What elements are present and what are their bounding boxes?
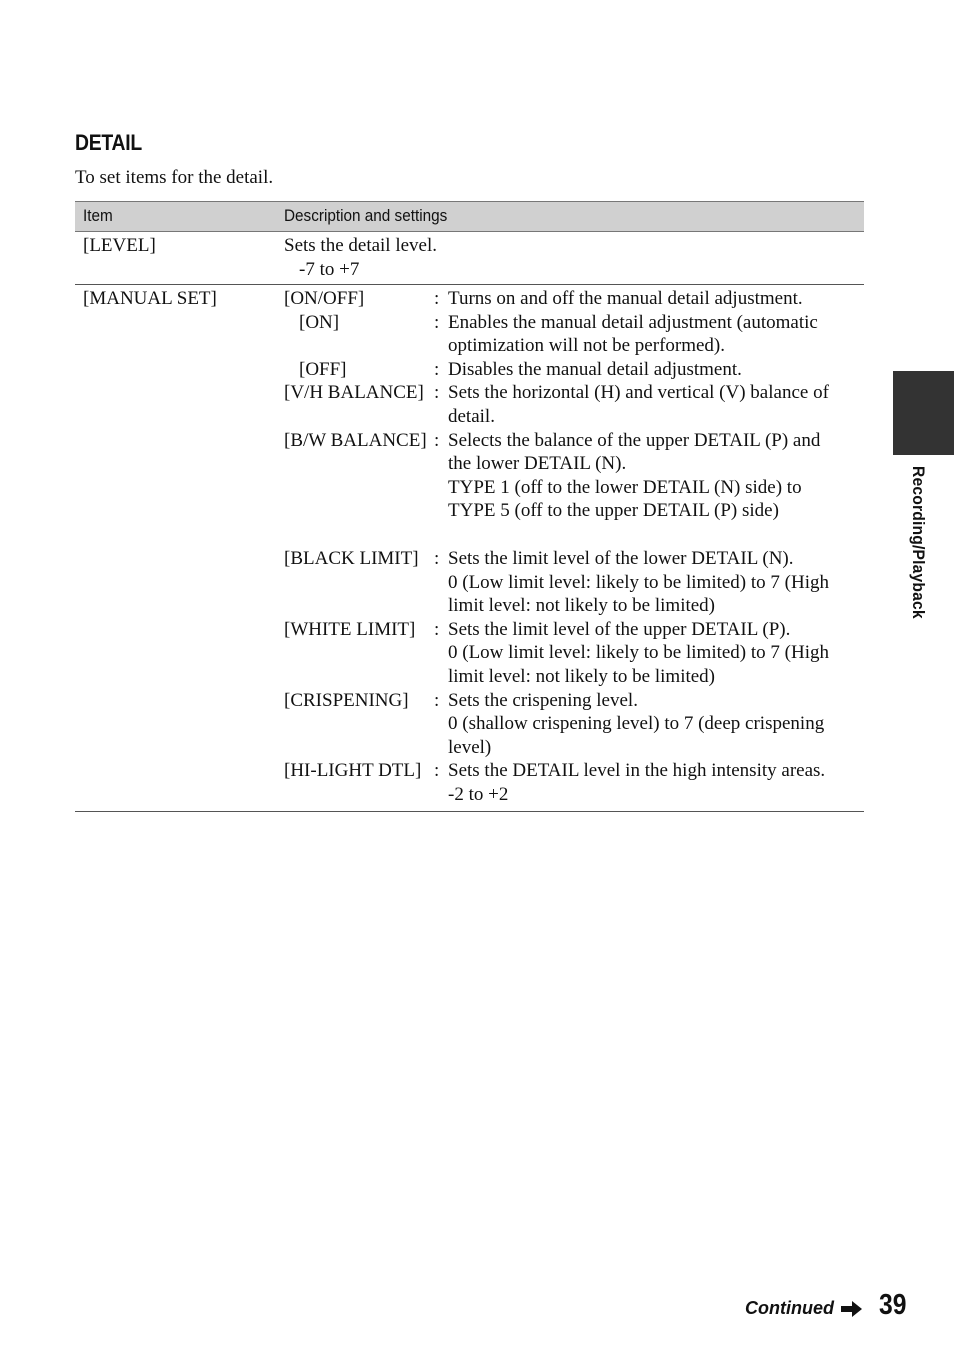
setting-hi-light-dtl xyxy=(284,759,864,806)
setting-key: [OFF] xyxy=(299,358,347,380)
setting-on-off xyxy=(284,287,864,311)
manual-set-description xyxy=(284,287,864,806)
setting-black-limit xyxy=(284,547,864,618)
setting-colon: : xyxy=(434,618,440,640)
setting-value: Sets the limit level of the upper DETAIL (P). 0 (Low limit level: likely to be limited) to 7 (High limit level: not likely to be limited) xyxy=(448,618,829,687)
setting-colon: : xyxy=(434,358,440,380)
setting-key: [B/W BALANCE] xyxy=(284,429,427,451)
setting-key: [ON] xyxy=(299,311,340,333)
level-range: -7 to +7 xyxy=(299,258,360,280)
item-manual-set: [MANUAL SET] xyxy=(83,288,217,309)
setting-key: [WHITE LIMIT] xyxy=(284,618,416,640)
page-number: 39 xyxy=(879,1289,907,1321)
setting-value: Sets the limit level of the lower DETAIL (N). 0 (Low limit level: likely to be limited) to 7 (High limit level: not likely to be limited) xyxy=(448,547,829,617)
section-title: DETAIL xyxy=(75,130,142,155)
setting-off xyxy=(284,358,864,382)
setting-crispening xyxy=(284,689,864,760)
setting-bw-balance xyxy=(284,429,864,523)
setting-value: Enables the manual detail adjustment (automatic optimization will not be performed). xyxy=(448,311,818,357)
continued-label: Continued xyxy=(745,1298,834,1318)
setting-colon: : xyxy=(434,288,440,309)
setting-colon: : xyxy=(434,429,440,451)
table-row-manual-set xyxy=(75,285,864,812)
arrow-right-icon xyxy=(840,1299,864,1319)
chapter-label: Recording/Playback xyxy=(909,466,928,619)
setting-on xyxy=(284,311,864,358)
setting-value: Sets the horizontal (H) and vertical (V) balance of detail. xyxy=(448,382,829,427)
setting-colon: : xyxy=(434,547,440,569)
spacer xyxy=(284,523,864,547)
setting-colon: : xyxy=(434,382,440,404)
setting-key: [HI-LIGHT DTL] xyxy=(284,760,422,782)
setting-value: Selects the balance of the upper DETAIL (P) and the lower DETAIL (N). TYPE 1 (off to the lower DETAIL (N) side) to TYPE 5 (off to the upper DETAIL (P) side) xyxy=(448,429,821,522)
level-line: Sets the detail level. xyxy=(284,235,438,256)
setting-colon: : xyxy=(434,760,440,782)
table-header xyxy=(75,201,864,232)
setting-key: [ON/OFF] xyxy=(284,288,365,309)
setting-key: [V/H BALANCE] xyxy=(284,382,424,404)
level-description xyxy=(284,234,864,281)
section-intro: To set items for the detail. xyxy=(75,167,274,188)
setting-value: Sets the crispening level. 0 (shallow crispening level) to 7 (deep crispening level) xyxy=(448,689,825,758)
table-row-level xyxy=(75,232,864,285)
detail-table xyxy=(75,201,864,812)
chapter-tab xyxy=(893,371,954,455)
setting-colon: : xyxy=(434,311,440,333)
header-description: Description and settings xyxy=(284,206,448,225)
setting-key: [CRISPENING] xyxy=(284,689,409,711)
setting-key: [BLACK LIMIT] xyxy=(284,547,419,569)
header-item: Item xyxy=(83,206,113,225)
setting-value: Sets the DETAIL level in the high intensity areas. -2 to +2 xyxy=(448,760,826,805)
setting-value: Disables the manual detail adjustment. xyxy=(448,358,742,380)
setting-value: Turns on and off the manual detail adjustment. xyxy=(448,288,803,309)
setting-vh-balance xyxy=(284,381,864,428)
item-level: [LEVEL] xyxy=(83,235,156,256)
setting-white-limit xyxy=(284,618,864,689)
setting-colon: : xyxy=(434,689,440,711)
